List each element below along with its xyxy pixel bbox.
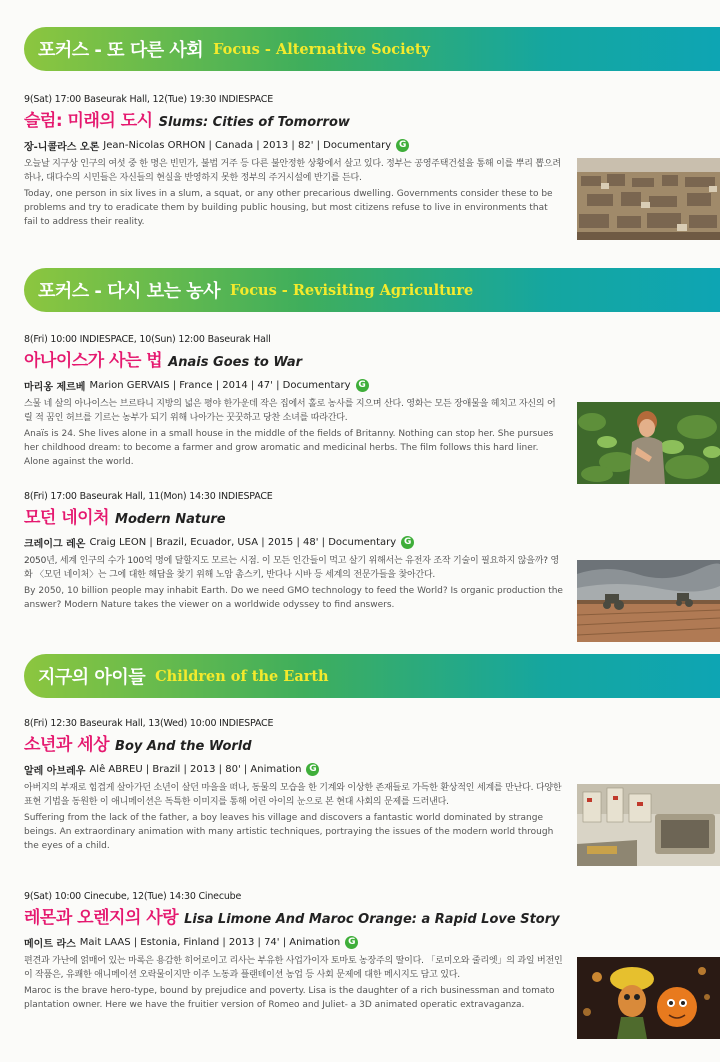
film-title-ko: 레몬과 오렌지의 사랑 — [24, 908, 179, 928]
description-ko: 스물 네 살의 아나이스는 브르타니 지방의 넓은 평야 한가운데 작은 집에서 홀로 농사를 지으며 산다. 영화는 모든 장애물을 헤치고 자신의 어릴 적 꿈인 허브를 기르는 농부가 되기 위해 나아가는 꿋꿋하고 당찬 소녀를 따라간다. — [24, 399, 556, 423]
description-ko: 오늘날 지구상 인구의 여섯 중 한 명은 빈민가, 불법 거주 등 다른 불안정한 상황에서 살고 있다. 정부는 공영주택건설을 통해 이를 뿌리 뽑으려 하나, 대다수의 시민들은 자신들의 현실을 반영하지 못한 정부의 주거시설에 반기를 든다. — [24, 159, 561, 183]
film-title — [24, 734, 720, 758]
section-title-en: Children of the Earth — [155, 667, 329, 685]
film-title-ko: 아나이스가 사는 법 — [24, 351, 163, 371]
description-ko: 아버지의 부재로 힘겹게 살아가던 소년이 살던 마을을 떠나, 동물의 모습을 한 기계와 이상한 존재들로 가득한 환상적인 세계를 만난다. 다양한 표현 기법을 동원한 이 애니메이션은 독특한 이미지를 통해 어린 아이의 눈으로 본 현대 사회의 문제를 드러낸다. — [24, 783, 562, 807]
description-en: Maroc is the brave hero-type, bound by prejudice and poverty. Lisa is the daughter of a rich businessman and tomato plantation owner. Here we have the fruitier version of Romeo and Juliet- a 3D animated operatic extravaganza. — [24, 986, 555, 1010]
film-meta — [24, 378, 720, 393]
film-description — [24, 397, 564, 469]
film-title — [24, 350, 720, 374]
director-ko: 알레 아브레우 — [24, 766, 86, 777]
film-title-en: Slums: Cities of Tomorrow — [158, 115, 350, 130]
description-ko: 2050년, 세계 인구의 수가 100억 명에 달할지도 모르는 시점. 이 모든 인간들이 먹고 살기 위해서는 유전자 조작 기술이 필요하지 않을까? 영화 〈모던 네이처〉는 그에 대한 해답을 찾기 위해 노암 촘스키, 반다나 시바 등 세계의 전문가들을 찾아간다. — [24, 556, 559, 580]
section-title-ko: 포커스 - 또 다른 사회 — [38, 40, 204, 61]
film-title — [24, 907, 720, 931]
film-info: Jean-Nicolas ORHON | Canada | 2013 | 82' | Documentary — [103, 140, 392, 151]
screening-schedule: 8(Fri) 12:30 Baseurak Hall, 13(Wed) 10:00 INDIESPACE — [24, 718, 274, 729]
description-en: Today, one person in six lives in a slum, a squat, or any other precarious dwelling. Governments consider these to be problems and try to eradicate them by building public housing, but most citizens refuse to live in environments that fail to address their reality. — [24, 189, 553, 227]
director-ko: 메이트 라스 — [24, 939, 76, 950]
description-en: Anaïs is 24. She lives alone in a small house in the middle of the fields of Britanny. Nothing can stop her. She pursues her childhood dream: to become a farmer and grow aromatic and medicinal herbs. The film follows this hard liner. Alone against the world. — [24, 429, 554, 467]
film-still-modern-nature — [577, 560, 720, 642]
description-ko: 편견과 가난에 얽매어 있는 마록은 용감한 히어로이고 리사는 부유한 사업가이자 토마토 농장주의 딸이다. 「로미오와 줄리엣」의 과일 버전인 이 작품은, 유쾌한 애니메이션 오락물이지만 이주 노동과 플랜테이션 농업 등 사회 문제에 대한 메시지도 담고 있다. — [24, 956, 563, 980]
film-still-anais — [577, 402, 720, 484]
film-meta — [24, 935, 720, 950]
section-title-ko: 지구의 아이들 — [38, 667, 146, 688]
rating-badge: G — [345, 936, 358, 949]
section-header-alternative-society — [24, 27, 720, 71]
section-title-en: Focus - Alternative Society — [213, 40, 430, 58]
film-meta — [24, 762, 720, 777]
film-description — [24, 157, 564, 229]
film-info: Marion GERVAIS | France | 2014 | 47' | Documentary — [89, 380, 351, 391]
film-description — [24, 554, 564, 612]
film-info: Alê ABREU | Brazil | 2013 | 80' | Animation — [89, 764, 302, 775]
screening-schedule: 9(Sat) 10:00 Cinecube, 12(Tue) 14:30 Cinecube — [24, 891, 242, 902]
director-ko: 크레이그 레온 — [24, 539, 86, 550]
film-title-ko: 소년과 세상 — [24, 735, 110, 755]
section-title-en: Focus - Revisiting Agriculture — [230, 281, 474, 299]
screening-schedule: 8(Fri) 17:00 Baseurak Hall, 11(Mon) 14:30 INDIESPACE — [24, 491, 273, 502]
screening-schedule: 9(Sat) 17:00 Baseurak Hall, 12(Tue) 19:30 INDIESPACE — [24, 94, 274, 105]
film-info: Mait LAAS | Estonia, Finland | 2013 | 74' | Animation — [79, 937, 341, 948]
section-header-revisiting-agriculture — [24, 268, 720, 312]
film-description — [24, 954, 564, 1012]
film-still-lisa-limone — [577, 957, 720, 1039]
rating-badge: G — [396, 139, 409, 152]
rating-badge: G — [401, 536, 414, 549]
film-still-slums — [577, 158, 720, 240]
section-title-ko: 포커스 - 다시 보는 농사 — [38, 281, 221, 302]
film-title-ko: 슬럼: 미래의 도시 — [24, 111, 153, 131]
film-title-en: Anais Goes to War — [168, 355, 303, 370]
film-title-ko: 모던 네이처 — [24, 508, 110, 528]
rating-badge: G — [306, 763, 319, 776]
rating-badge: G — [356, 379, 369, 392]
film-title — [24, 110, 720, 134]
director-ko: 장-니콜라스 오론 — [24, 142, 100, 153]
film-description — [24, 781, 564, 853]
film-title-en: Modern Nature — [115, 512, 226, 527]
film-meta — [24, 535, 720, 550]
screening-schedule: 8(Fri) 10:00 INDIESPACE, 10(Sun) 12:00 Baseurak Hall — [24, 334, 271, 345]
description-en: By 2050, 10 billion people may inhabit Earth. Do we need GMO technology to feed the World? Is organic production the answer? Modern Nature takes the viewer on a worldwide odyssey to find answers. — [24, 586, 563, 610]
film-info: Craig LEON | Brazil, Ecuador, USA | 2015 | 48' | Documentary — [89, 537, 397, 548]
film-title — [24, 507, 720, 531]
film-still-boy-and-the-world — [577, 784, 720, 866]
film-title-en: Lisa Limone And Maroc Orange: a Rapid Love Story — [184, 912, 560, 927]
section-header-children-of-the-earth — [24, 654, 720, 698]
film-meta — [24, 138, 720, 153]
director-ko: 마리옹 제르베 — [24, 382, 86, 393]
film-title-en: Boy And the World — [115, 739, 252, 754]
description-en: Suffering from the lack of the father, a boy leaves his village and discovers a fantastic world dominated by strange beings. An extraordinary animation with many artistic techniques, portraying the issues of the modern world through the eyes of a child. — [24, 813, 554, 851]
